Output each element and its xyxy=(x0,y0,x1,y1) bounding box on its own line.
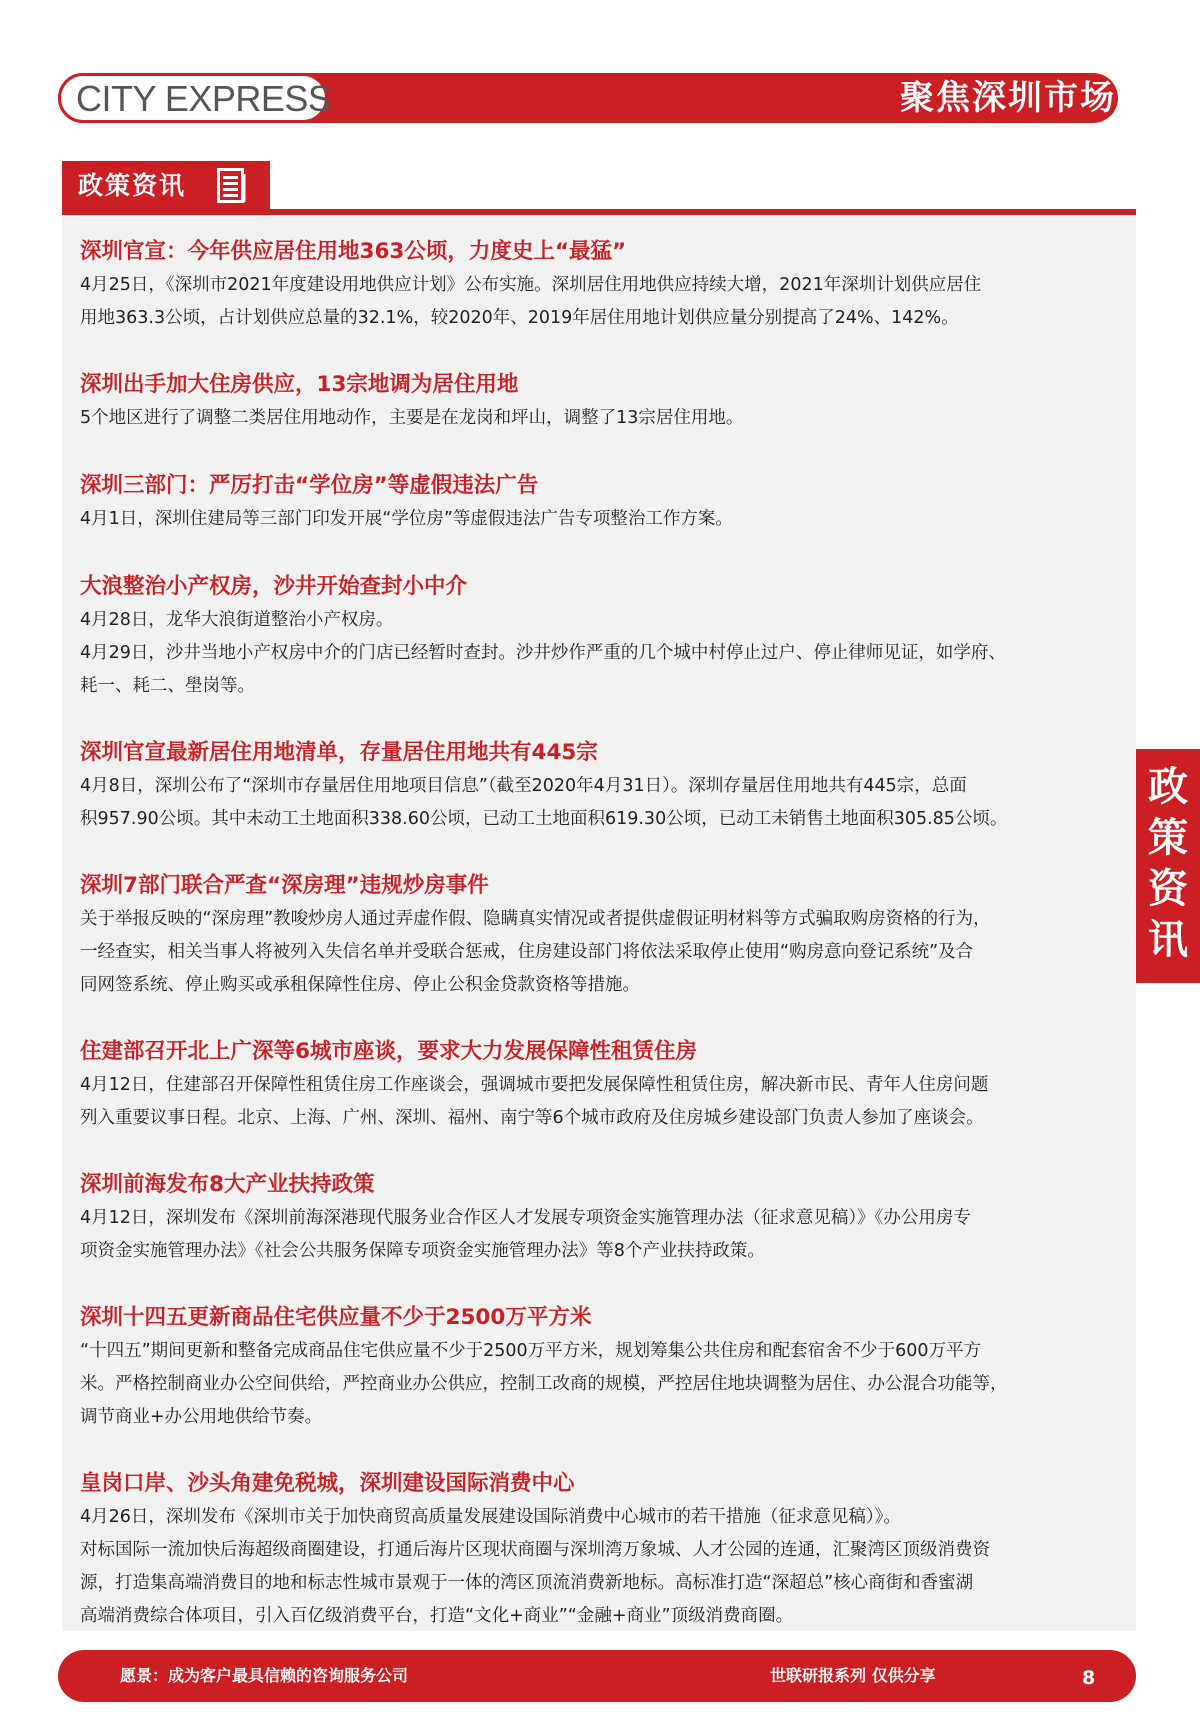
news-body-line: 关于举报反映的“深房理”教唆炒房人通过弄虚作假、隐瞒真实情况或者提供虚假证明材料等方式骗取购房资格的行为， xyxy=(80,909,991,929)
news-item xyxy=(80,471,1130,536)
news-title: 深圳三部门：严厉打击“学位房”等虚假违法广告 xyxy=(80,473,539,498)
footer-series: 世联研报系列 仅供分享 xyxy=(770,1666,936,1685)
page-number: 8 xyxy=(1082,1667,1096,1689)
news-body-line: 4月12日，深圳发布《深圳前海深港现代服务业合作区人才发展专项资金实施管理办法（征求意见稿）》《办公用房专 xyxy=(80,1208,971,1228)
news-body-line: 对标国际一流加快后海超级商圈建设，打通后海片区现状商圈与深圳湾万象城、人才公园的连通，汇聚湾区顶级消费资 xyxy=(80,1540,990,1560)
news-body-line: 米。严格控制商业办公空间供给，严控商业办公供应，控制工改商的规模，严控居住地块调整为居住、办公混合功能等， xyxy=(80,1374,1008,1394)
news-body-line: 用地363.3公顷，占计划供应总量的32.1%，较2020年、2019年居住用地计划供应量分别提高了24%、142%。 xyxy=(80,308,959,328)
news-body-line: 源，打造集高端消费目的地和标志性城市景观于一体的湾区顶流消费新地标。高标准打造“深超总”核心商街和香蜜湖 xyxy=(80,1573,974,1593)
news-title: 深圳7部门联合严查“深房理”违规炒房事件 xyxy=(80,873,489,898)
news-body-line: 4月29日，沙井当地小产权房中介的门店已经暂时查封。沙井炒作严重的几个城中村停止过户、停止律师见证，如学府、 xyxy=(80,643,1006,663)
news-item xyxy=(80,738,1130,836)
news-body-line: “十四五”期间更新和整备完成商品住宅供应量不少于2500万平方米，规划筹集公共住房和配套宿舍不少于600万平方 xyxy=(80,1341,982,1361)
news-title: 深圳出手加大住房供应，13宗地调为居住用地 xyxy=(80,372,519,397)
document-icon xyxy=(217,168,247,204)
news-item xyxy=(80,572,1130,703)
news-body-line: 4月12日，住建部召开保障性租赁住房工作座谈会，强调城市要把发展保障性租赁住房，解决新市民、青年人住房问题 xyxy=(80,1075,989,1095)
news-title: 住建部召开北上广深等6城市座谈，要求大力发展保障性租赁住房 xyxy=(80,1039,697,1064)
news-body-line: 耗一、耗二、壆岗等。 xyxy=(80,676,255,696)
news-title: 深圳官宣最新居住用地清单，存量居住用地共有445宗 xyxy=(80,740,598,765)
news-item xyxy=(80,1037,1130,1135)
news-body-line: 4月26日，深圳发布《深圳市关于加快商贸高质量发展建设国际消费中心城市的若干措施（征求意见稿）》。 xyxy=(80,1507,901,1527)
footer-vision: 愿景：成为客户最具信赖的咨询服务公司 xyxy=(120,1666,409,1685)
news-item xyxy=(80,370,1130,435)
news-item xyxy=(80,871,1130,1002)
news-title: 大浪整治小产权房，沙井开始查封小中介 xyxy=(80,574,468,599)
news-title: 皇岗口岸、沙头角建免税城，深圳建设国际消费中心 xyxy=(80,1471,575,1496)
section-title: 政策资讯 xyxy=(78,171,187,200)
news-title: 深圳官宣：今年供应居住用地363公顷，力度史上“最猛” xyxy=(80,239,627,264)
news-title: 深圳十四五更新商品住宅供应量不少于2500万平方米 xyxy=(80,1305,592,1330)
news-item xyxy=(80,1303,1130,1434)
news-body-line: 4月1日，深圳住建局等三部门印发开展“学位房”等虚假违法广告专项整治工作方案。 xyxy=(80,509,733,529)
news-body-line: 高端消费综合体项目，引入百亿级消费平台，打造“文化+商业”“金融+商业”顶级消费商圈。 xyxy=(80,1606,794,1626)
news-body-line: 4月8日，深圳公布了“深圳市存量居住用地项目信息”（截至2020年4月31日）。深圳存量居住用地共有445宗，总面 xyxy=(80,776,967,796)
news-body-line: 列入重要议事日程。北京、上海、广州、深圳、福州、南宁等6个城市政府及住房城乡建设部门负责人参加了座谈会。 xyxy=(80,1108,984,1128)
news-body-line: 同网签系统、停止购买或承租保障性住房、停止公积金贷款资格等措施。 xyxy=(80,975,640,995)
news-body-line: 5个地区进行了调整二类居住用地动作，主要是在龙岗和坪山，调整了13宗居住用地。 xyxy=(80,408,744,428)
news-item xyxy=(80,1170,1130,1268)
news-body-line: 积957.90公顷。其中未动工土地面积338.60公顷，已动工土地面积619.30公顷，已动工未销售土地面积305.85公顷。 xyxy=(80,809,1008,829)
side-section-label: 政策资讯 xyxy=(1148,764,1188,963)
news-item xyxy=(80,1469,1130,1633)
news-title: 深圳前海发布8大产业扶持政策 xyxy=(80,1172,375,1197)
news-body-line: 4月25日，《深圳市2021年度建设用地供应计划》公布实施。深圳居住用地供应持续大增，2021年深圳计划供应居住 xyxy=(80,275,982,295)
news-body-line: 一经查实，相关当事人将被列入失信名单并受联合惩戒，住房建设部门将依法采取停止使用“购房意向登记系统”及合 xyxy=(80,942,974,962)
news-body-line: 4月28日，龙华大浪街道整治小产权房。 xyxy=(80,610,394,630)
header-brand-title: CITY EXPRESS xyxy=(76,78,332,119)
header-section-title: 聚焦深圳市场 xyxy=(900,78,1116,118)
news-body-line: 项资金实施管理办法》《社会公共服务保障专项资金实施管理办法》等8个产业扶持政策。 xyxy=(80,1241,765,1261)
news-item xyxy=(80,237,1130,335)
news-body-line: 调节商业+办公用地供给节奏。 xyxy=(80,1407,323,1427)
